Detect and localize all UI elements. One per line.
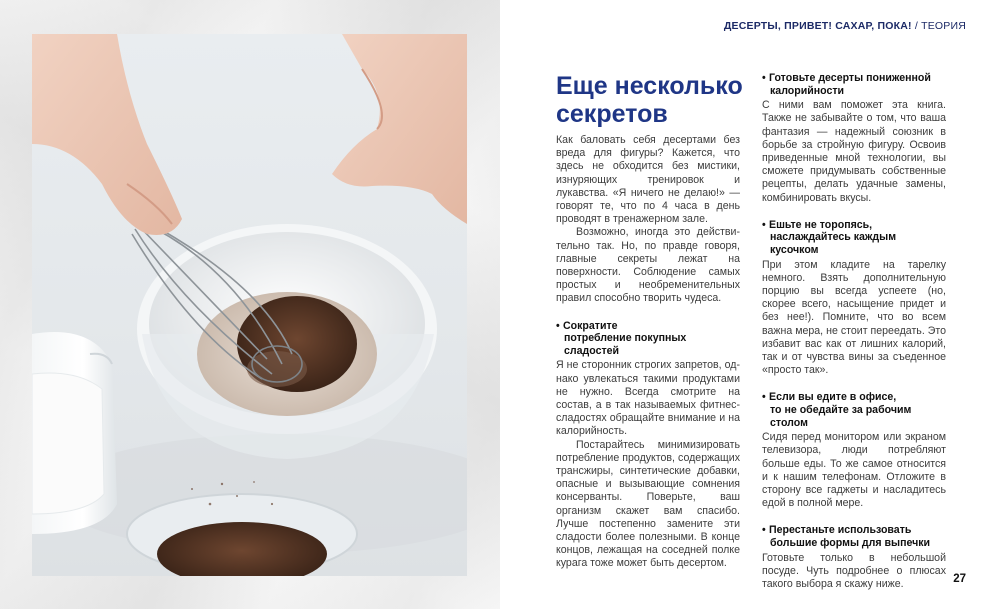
text-column-left <box>556 134 740 571</box>
tip-heading <box>762 524 946 549</box>
running-header <box>724 20 966 32</box>
tip-heading-line2: потребление покупных сладостей <box>564 332 687 357</box>
recipe-photo <box>32 34 467 576</box>
tip-heading-line1: Ешьте не торопясь, <box>769 218 873 231</box>
tip-heading-line1: Если вы едите в офисе, <box>769 391 897 404</box>
tip-heading <box>762 72 946 97</box>
tip-heading-line1: Готовьте десерты пониженной <box>769 72 931 84</box>
tip-paragraph: Готовьте только в небольшой посуде. Чуть подробнее о плюсах такого выбора я скажу ниже. <box>762 551 946 591</box>
page-number: 27 <box>953 573 966 585</box>
bullet-icon: • <box>556 319 560 332</box>
tip-paragraph: С ними вам поможет эта книга. Также не забывайте о том, что ваша фантазия — надежный союзник в борьбе за стройную фигуру. Освоив приведенные мной технологии, вы сможете придумывать собственные рецепты, делать удачные замены, комбинировать вкусы. <box>762 99 946 204</box>
cocoa-dish <box>127 494 357 576</box>
intro-paragraph-2: Возможно, иногда это действительно так. Но, по правде говоря, главные секреты лежат на поверхности. Соблюдение самых простых и необременительных правил способно творить чудеса. <box>556 226 740 305</box>
tip-paragraph: При этом кладите на тарелку немного. Взять дополнительную порцию вы всегда успеете (но, скорее всего, насыщение придет и без нее!). Помните, что во всем важна мера, не стоит переедать. Это избавит вас как от лишних калорий, так и от чувства вины за съеденное «просто так». <box>762 258 946 377</box>
bullet-icon: • <box>762 72 766 84</box>
milk-jar <box>32 332 117 534</box>
tip-heading <box>762 391 946 429</box>
tip-heading-line1: Сократите <box>563 319 618 332</box>
bullet-icon: • <box>762 218 766 231</box>
header-separator: / <box>911 20 922 32</box>
tip-heading <box>762 219 946 257</box>
tip-paragraph: Сидя перед монитором или экраном телевизора, люди потребляют больше еды. То же самое относится и к нашим телефонам. Отложите в сторону все гаджеты и насладитесь едой в полной мере. <box>762 431 946 510</box>
tip-heading-line2: то не обедайте за рабочим столом <box>770 404 912 429</box>
header-chapter: ТЕОРИЯ <box>921 20 966 32</box>
tip-heading-line2: большие формы для выпечки <box>770 537 931 550</box>
tip-heading-line1: Перестаньте использовать <box>769 524 912 537</box>
bullet-icon: • <box>762 524 766 537</box>
tip-paragraph: Постарайтесь минимизировать потребление продуктов, содержащих трансжиры, синтетические добавки, опасные и вызывающие сомнения консерванты. Поверьте, ваш организм скажет вам спасибо. Лучше постепенно замените эти сладости более полезными. В конце концов, лежащая на соседней полке курага тоже может быть десертом. <box>556 438 740 570</box>
text-column-right <box>762 72 946 591</box>
mixing-bowl <box>137 224 437 459</box>
page-title: Еще несколько секретов <box>556 72 743 128</box>
tip-paragraph: Я не сторонник строгих запретов, однако увлекаться такими продуктами не нужно. Всегда смотрите на состав, а в так называемых фитнес-сладостях обращайте внимание и на калорийность. <box>556 359 740 438</box>
tip-heading-line2: калорийности <box>770 84 845 97</box>
intro-paragraph-1: Как баловать себя десертами без вреда для фигуры? Кажется, что здесь не обходится без мистики, изнуряющих тренировок и лукавства. «Я ничего не делаю!» — говорят те, что по 4 часа в день проводят в тренажерном зале. <box>556 134 740 226</box>
tip-heading <box>556 320 740 358</box>
tip-heading-line2: наслаждайтесь каждым кусочком <box>770 231 897 256</box>
bullet-icon: • <box>762 391 766 404</box>
header-section: ДЕСЕРТЫ, ПРИВЕТ! САХАР, ПОКА! <box>723 20 912 32</box>
whisking-cocoa-illustration <box>32 34 467 576</box>
